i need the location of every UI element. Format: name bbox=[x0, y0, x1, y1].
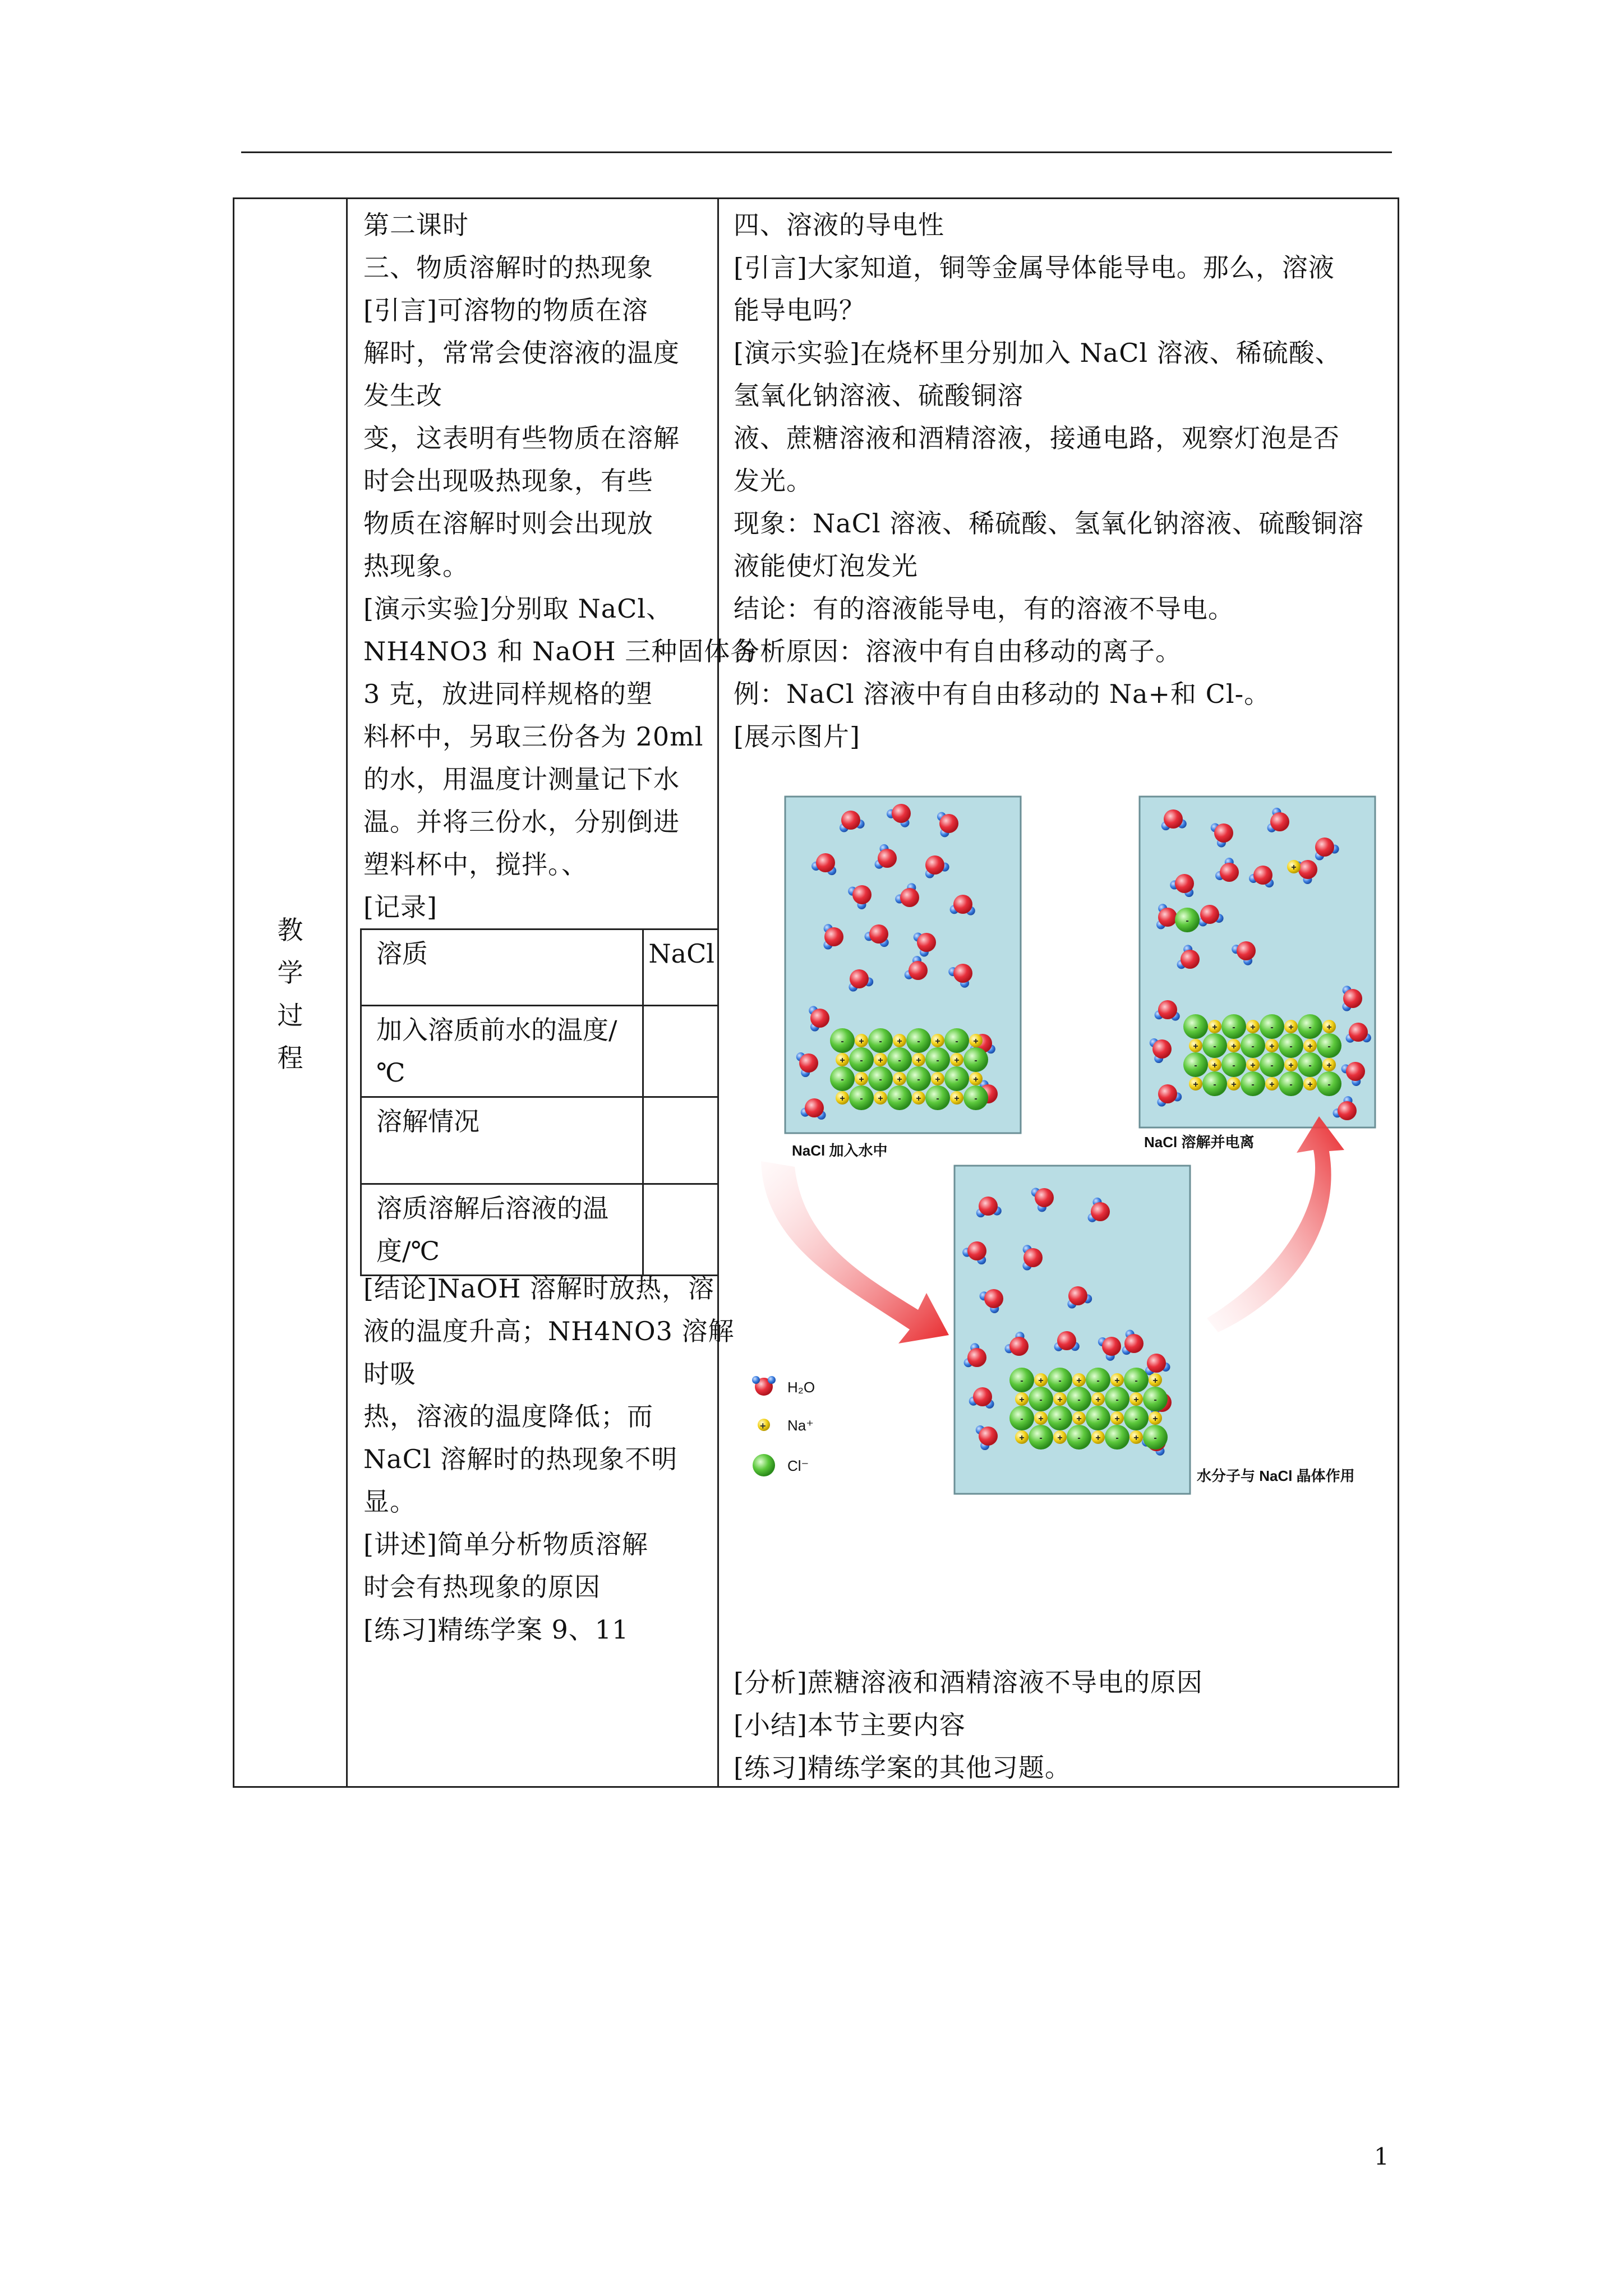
charge-sign: + bbox=[1326, 1023, 1332, 1032]
charge-sign: - bbox=[1186, 916, 1189, 926]
record-value-cell: NaCl bbox=[643, 930, 719, 1006]
charge-sign: + bbox=[1291, 863, 1297, 872]
charge-sign: - bbox=[1058, 1376, 1062, 1386]
section-label-char: 过 bbox=[277, 1000, 303, 1030]
oxygen-atom bbox=[824, 927, 843, 946]
charge-sign: - bbox=[1270, 1023, 1274, 1032]
text-line: [讲述]简单分析物质溶解 bbox=[363, 1529, 648, 1559]
charge-sign: - bbox=[1194, 1061, 1197, 1070]
text-line: 热现象。 bbox=[363, 551, 469, 581]
table-row bbox=[361, 930, 720, 1006]
text-line: 时吸 bbox=[363, 1359, 416, 1389]
charge-sign: - bbox=[1251, 1080, 1255, 1089]
charge-sign: - bbox=[936, 1094, 939, 1103]
charge-sign: - bbox=[841, 1075, 844, 1084]
text-line: [练习]精练学案 9、11 bbox=[363, 1614, 629, 1645]
charge-sign: + bbox=[1193, 1080, 1198, 1089]
charge-sign: + bbox=[1193, 1042, 1198, 1051]
charge-sign: + bbox=[935, 1075, 940, 1084]
charge-sign: - bbox=[1020, 1414, 1023, 1424]
charge-sign: + bbox=[954, 1056, 960, 1065]
oxygen-atom bbox=[967, 1241, 986, 1260]
charge-sign: - bbox=[1232, 1023, 1235, 1032]
charge-sign: + bbox=[1095, 1395, 1101, 1405]
oxygen-atom bbox=[799, 1053, 818, 1073]
charge-sign: + bbox=[1114, 1376, 1120, 1386]
legend-hydrogen-icon bbox=[752, 1376, 760, 1384]
charge-sign: + bbox=[1133, 1395, 1139, 1405]
charge-sign: - bbox=[1058, 1414, 1062, 1424]
charge-sign: + bbox=[1038, 1376, 1044, 1386]
text-line: [引言]大家知道，铜等金属导体能导电。那么，溶液 bbox=[734, 252, 1335, 283]
charge-sign: - bbox=[1115, 1433, 1119, 1443]
oxygen-atom bbox=[1068, 1286, 1087, 1305]
text-line: 分析原因：溶液中有自由移动的离子。 bbox=[734, 636, 1182, 666]
text-line: 液、蔗糖溶液和酒精溶液，接通电路，观察灯泡是否 bbox=[734, 423, 1340, 453]
charge-sign: - bbox=[841, 1037, 844, 1046]
text-line: 液的温度升高；NH4NO3 溶解 bbox=[363, 1316, 735, 1346]
charge-sign: - bbox=[936, 1056, 939, 1065]
charge-sign: - bbox=[1077, 1433, 1081, 1443]
text-line: 发光。 bbox=[734, 466, 813, 496]
charge-sign: - bbox=[1154, 1395, 1157, 1405]
text-line: 氢氧化钠溶液、硫酸铜溶 bbox=[734, 380, 1023, 411]
record-value-cell bbox=[643, 1097, 719, 1184]
charge-sign: - bbox=[1135, 1376, 1138, 1386]
text-line: [引言]可溶物的物质在溶 bbox=[363, 295, 648, 325]
charge-sign: - bbox=[1039, 1395, 1043, 1405]
oxygen-atom bbox=[892, 804, 911, 823]
text-line: 物质在溶解时则会出现放 bbox=[363, 508, 653, 539]
record-label-cell: 加入溶质前水的温度/℃ bbox=[361, 1006, 643, 1097]
charge-sign: - bbox=[879, 1037, 882, 1046]
arrow-to-interaction-icon bbox=[761, 1161, 949, 1343]
oxygen-atom bbox=[953, 895, 972, 914]
oxygen-atom bbox=[1343, 989, 1362, 1008]
text-line: 发生改 bbox=[363, 380, 442, 411]
record-label-cell: 溶质溶解后溶液的温度/℃ bbox=[361, 1184, 643, 1276]
oxygen-atom bbox=[1338, 1101, 1357, 1120]
part-three-conclusion bbox=[363, 1267, 735, 1651]
text-line: NaCl 溶解时的热现象不明 bbox=[363, 1444, 678, 1474]
text-line: 时会有热现象的原因 bbox=[363, 1572, 601, 1602]
charge-sign: - bbox=[1251, 1042, 1255, 1051]
text-line: NH4NO3 和 NaOH 三种固体各 bbox=[363, 636, 757, 666]
oxygen-atom bbox=[967, 1348, 986, 1367]
part-three-text bbox=[363, 204, 757, 928]
text-line: 能导电吗？ bbox=[734, 295, 865, 325]
charge-sign: + bbox=[954, 1094, 960, 1103]
oxygen-atom bbox=[1057, 1331, 1076, 1350]
text-line: [练习]精练学案的其他习题。 bbox=[734, 1752, 1071, 1783]
table-row bbox=[361, 1184, 720, 1276]
charge-sign: - bbox=[1308, 1023, 1312, 1032]
text-line: 的水，用温度计测量记下水 bbox=[363, 764, 680, 794]
oxygen-atom bbox=[1237, 941, 1256, 960]
nacl-dissolution-svg bbox=[741, 780, 1403, 1512]
text-line: [结论]NaOH 溶解时放热，溶 bbox=[363, 1273, 715, 1304]
record-label-cell: 溶质 bbox=[361, 930, 643, 1006]
oxygen-atom bbox=[810, 1009, 829, 1028]
text-line: 料杯中，另取三份各为 20ml bbox=[363, 721, 704, 752]
charge-sign: + bbox=[1057, 1433, 1063, 1443]
legend bbox=[752, 1376, 815, 1476]
caption-water-crystal-interaction: 水分子与 NaCl 晶体作用 bbox=[1197, 1467, 1355, 1484]
charge-sign: + bbox=[1269, 1080, 1275, 1089]
oxygen-atom bbox=[1009, 1337, 1029, 1356]
oxygen-atom bbox=[1102, 1337, 1121, 1356]
section-label-char: 学 bbox=[277, 958, 303, 988]
text-line: [展示图片] bbox=[734, 721, 860, 752]
text-line: 结论：有的溶液能导电，有的溶液不导电。 bbox=[734, 593, 1234, 624]
section-label-char: 程 bbox=[277, 1043, 303, 1073]
oxygen-atom bbox=[1181, 950, 1200, 969]
text-line: 时会出现吸热现象，有些 bbox=[363, 466, 653, 496]
oxygen-atom bbox=[850, 969, 869, 988]
charge-sign: + bbox=[1114, 1414, 1120, 1424]
oxygen-atom bbox=[900, 888, 919, 907]
oxygen-atom bbox=[979, 1427, 998, 1446]
charge-sign: - bbox=[917, 1037, 920, 1046]
charge-sign: + bbox=[1231, 1080, 1237, 1089]
oxygen-atom bbox=[925, 855, 944, 875]
oxygen-atom bbox=[1091, 1202, 1110, 1221]
text-line: 第二课时 bbox=[363, 210, 469, 240]
charge-sign: - bbox=[898, 1056, 901, 1065]
charge-sign: + bbox=[1076, 1376, 1082, 1386]
charge-sign: + bbox=[840, 1056, 845, 1065]
oxygen-atom bbox=[1035, 1188, 1054, 1207]
text-line: 热，溶液的温度降低；而 bbox=[363, 1401, 653, 1432]
oxygen-atom bbox=[1158, 1000, 1177, 1019]
text-line: 四、溶液的导电性 bbox=[734, 210, 944, 240]
charge-sign: - bbox=[1194, 1023, 1197, 1032]
charge-sign: - bbox=[1154, 1433, 1157, 1443]
charge-sign: + bbox=[1288, 1061, 1294, 1070]
page-number: 1 bbox=[1374, 2143, 1389, 2170]
charge-sign: + bbox=[973, 1075, 979, 1084]
charge-sign: + bbox=[840, 1094, 845, 1103]
charge-sign: + bbox=[1250, 1061, 1256, 1070]
text-line: 塑料杯中，搅拌。、 bbox=[363, 849, 588, 880]
charge-sign: + bbox=[1038, 1414, 1044, 1424]
charge-sign: - bbox=[917, 1075, 920, 1084]
charge-sign: + bbox=[1152, 1414, 1158, 1424]
charge-sign: - bbox=[1115, 1395, 1119, 1405]
record-label-cell: 溶解情况 bbox=[361, 1097, 643, 1184]
charge-sign: + bbox=[935, 1037, 940, 1046]
legend-sodium-label: Na⁺ bbox=[787, 1417, 814, 1434]
charge-sign: - bbox=[1308, 1061, 1312, 1070]
charge-sign: - bbox=[1327, 1080, 1331, 1089]
charge-sign: - bbox=[1039, 1433, 1043, 1443]
charge-sign: - bbox=[898, 1094, 901, 1103]
charge-sign: + bbox=[1019, 1433, 1025, 1443]
charge-sign: + bbox=[1231, 1042, 1237, 1051]
oxygen-atom bbox=[841, 811, 860, 830]
charge-sign: + bbox=[1133, 1433, 1139, 1443]
text-line: 显。 bbox=[363, 1487, 416, 1517]
oxygen-atom bbox=[1346, 1062, 1365, 1081]
record-value-cell bbox=[643, 1006, 719, 1097]
legend-plus-sign: + bbox=[760, 1420, 766, 1432]
charge-sign: - bbox=[860, 1094, 863, 1103]
charge-sign: + bbox=[1152, 1376, 1158, 1386]
charge-sign: + bbox=[916, 1056, 921, 1065]
oxygen-atom bbox=[816, 853, 835, 872]
charge-sign: - bbox=[955, 1037, 958, 1046]
charge-sign: + bbox=[1212, 1023, 1218, 1032]
charge-sign: - bbox=[879, 1075, 882, 1084]
charge-sign: - bbox=[974, 1094, 978, 1103]
oxygen-atom bbox=[852, 885, 872, 904]
text-line: 3 克，放进同样规格的塑 bbox=[363, 679, 653, 709]
charge-sign: + bbox=[897, 1075, 902, 1084]
charge-sign: - bbox=[955, 1075, 958, 1084]
charge-sign: + bbox=[1269, 1042, 1275, 1051]
oxygen-atom bbox=[984, 1289, 1003, 1308]
oxygen-atom bbox=[979, 1197, 998, 1216]
charge-sign: + bbox=[1019, 1395, 1025, 1405]
oxygen-atom bbox=[939, 814, 958, 833]
legend-hydrogen-icon bbox=[768, 1376, 776, 1384]
charge-sign: + bbox=[1057, 1395, 1063, 1405]
header-rule bbox=[241, 151, 1392, 153]
charge-sign: - bbox=[1289, 1080, 1293, 1089]
charge-sign: - bbox=[1270, 1061, 1274, 1070]
oxygen-atom bbox=[1298, 860, 1317, 879]
oxygen-atom bbox=[1023, 1248, 1043, 1267]
table-row bbox=[361, 1097, 720, 1184]
part-four-text bbox=[734, 204, 1387, 758]
oxygen-atom bbox=[917, 933, 936, 952]
text-line: [演示实验]在烧杯里分别加入 NaCl 溶液、稀硫酸、 bbox=[734, 338, 1341, 368]
charge-sign: + bbox=[1326, 1061, 1332, 1070]
oxygen-atom bbox=[973, 1387, 992, 1406]
oxygen-atom bbox=[878, 849, 897, 868]
text-line: 温。并将三份水，分别倒进 bbox=[363, 807, 680, 837]
oxygen-atom bbox=[1220, 863, 1239, 882]
charge-sign: - bbox=[1020, 1376, 1023, 1386]
record-table bbox=[360, 928, 719, 1276]
section-label-char: 教 bbox=[277, 915, 303, 945]
section-label bbox=[234, 909, 346, 1079]
lesson-part-three-column bbox=[348, 199, 757, 1786]
charge-sign: + bbox=[1307, 1080, 1313, 1089]
charge-sign: + bbox=[1076, 1414, 1082, 1424]
nacl-dissolution-illustration bbox=[741, 780, 1403, 1512]
text-line: [小结]本节主要内容 bbox=[734, 1710, 966, 1740]
legend-chloride-icon bbox=[753, 1454, 775, 1476]
caption-nacl-added: NaCl 加入水中 bbox=[792, 1142, 888, 1159]
record-value-cell bbox=[643, 1184, 719, 1276]
charge-sign: + bbox=[973, 1037, 979, 1046]
charge-sign: - bbox=[1327, 1042, 1331, 1051]
charge-sign: - bbox=[974, 1056, 978, 1065]
text-line: 三、物质溶解时的热现象 bbox=[363, 252, 653, 283]
text-line: [分析]蔗糖溶液和酒精溶液不导电的原因 bbox=[734, 1667, 1203, 1697]
charge-sign: + bbox=[1307, 1042, 1313, 1051]
charge-sign: - bbox=[1077, 1395, 1081, 1405]
text-line: 液能使灯泡发光 bbox=[734, 551, 918, 581]
charge-sign: - bbox=[1289, 1042, 1293, 1051]
text-line: [演示实验]分别取 NaCl、 bbox=[363, 593, 673, 624]
charge-sign: - bbox=[1213, 1080, 1216, 1089]
charge-sign: + bbox=[859, 1075, 864, 1084]
oxygen-atom bbox=[1200, 905, 1219, 924]
oxygen-atom bbox=[1270, 812, 1289, 831]
oxygen-atom bbox=[1152, 1039, 1172, 1059]
text-line: 变，这表明有些物质在溶解 bbox=[363, 423, 680, 453]
oxygen-atom bbox=[1158, 1084, 1177, 1103]
oxygen-atom bbox=[1147, 1354, 1166, 1373]
charge-sign: - bbox=[1232, 1061, 1235, 1070]
charge-sign: - bbox=[1096, 1376, 1100, 1386]
text-line: 现象：NaCl 溶液、稀硫酸、氢氧化钠溶液、硫酸铜溶 bbox=[734, 508, 1364, 539]
oxygen-atom bbox=[1124, 1334, 1144, 1353]
charge-sign: + bbox=[1095, 1433, 1101, 1443]
oxygen-atom bbox=[869, 924, 888, 944]
oxygen-atom bbox=[1175, 874, 1194, 893]
charge-sign: - bbox=[1096, 1414, 1100, 1424]
charge-sign: + bbox=[859, 1037, 864, 1046]
charge-sign: + bbox=[1212, 1061, 1218, 1070]
oxygen-atom bbox=[805, 1098, 824, 1117]
charge-sign: + bbox=[1288, 1023, 1294, 1032]
section-label-column bbox=[234, 199, 348, 1786]
part-four-summary bbox=[734, 1661, 1387, 1789]
oxygen-atom bbox=[1158, 908, 1177, 927]
charge-sign: + bbox=[1250, 1023, 1256, 1032]
legend-chloride-label: Cl⁻ bbox=[787, 1457, 809, 1474]
oxygen-atom bbox=[953, 964, 972, 983]
table-row bbox=[361, 1006, 720, 1097]
oxygen-atom bbox=[909, 961, 928, 980]
text-line: [记录] bbox=[363, 892, 437, 922]
text-line: 例：NaCl 溶液中有自由移动的 Na+和 Cl-。 bbox=[734, 679, 1271, 709]
charge-sign: - bbox=[1135, 1414, 1138, 1424]
oxygen-atom bbox=[1214, 823, 1233, 843]
charge-sign: + bbox=[878, 1094, 883, 1103]
caption-nacl-ionized: NaCl 溶解并电离 bbox=[1144, 1134, 1255, 1151]
oxygen-atom bbox=[1349, 1023, 1368, 1042]
charge-sign: + bbox=[878, 1056, 883, 1065]
text-line: 解时，常常会使溶液的温度 bbox=[363, 338, 680, 368]
charge-sign: - bbox=[1213, 1042, 1216, 1051]
oxygen-atom bbox=[1253, 866, 1272, 885]
charge-sign: + bbox=[897, 1037, 902, 1046]
oxygen-atom bbox=[1164, 809, 1183, 829]
legend-water-label: H₂O bbox=[787, 1379, 815, 1396]
oxygen-atom bbox=[1315, 838, 1334, 857]
charge-sign: + bbox=[916, 1094, 921, 1103]
charge-sign: - bbox=[860, 1056, 863, 1065]
